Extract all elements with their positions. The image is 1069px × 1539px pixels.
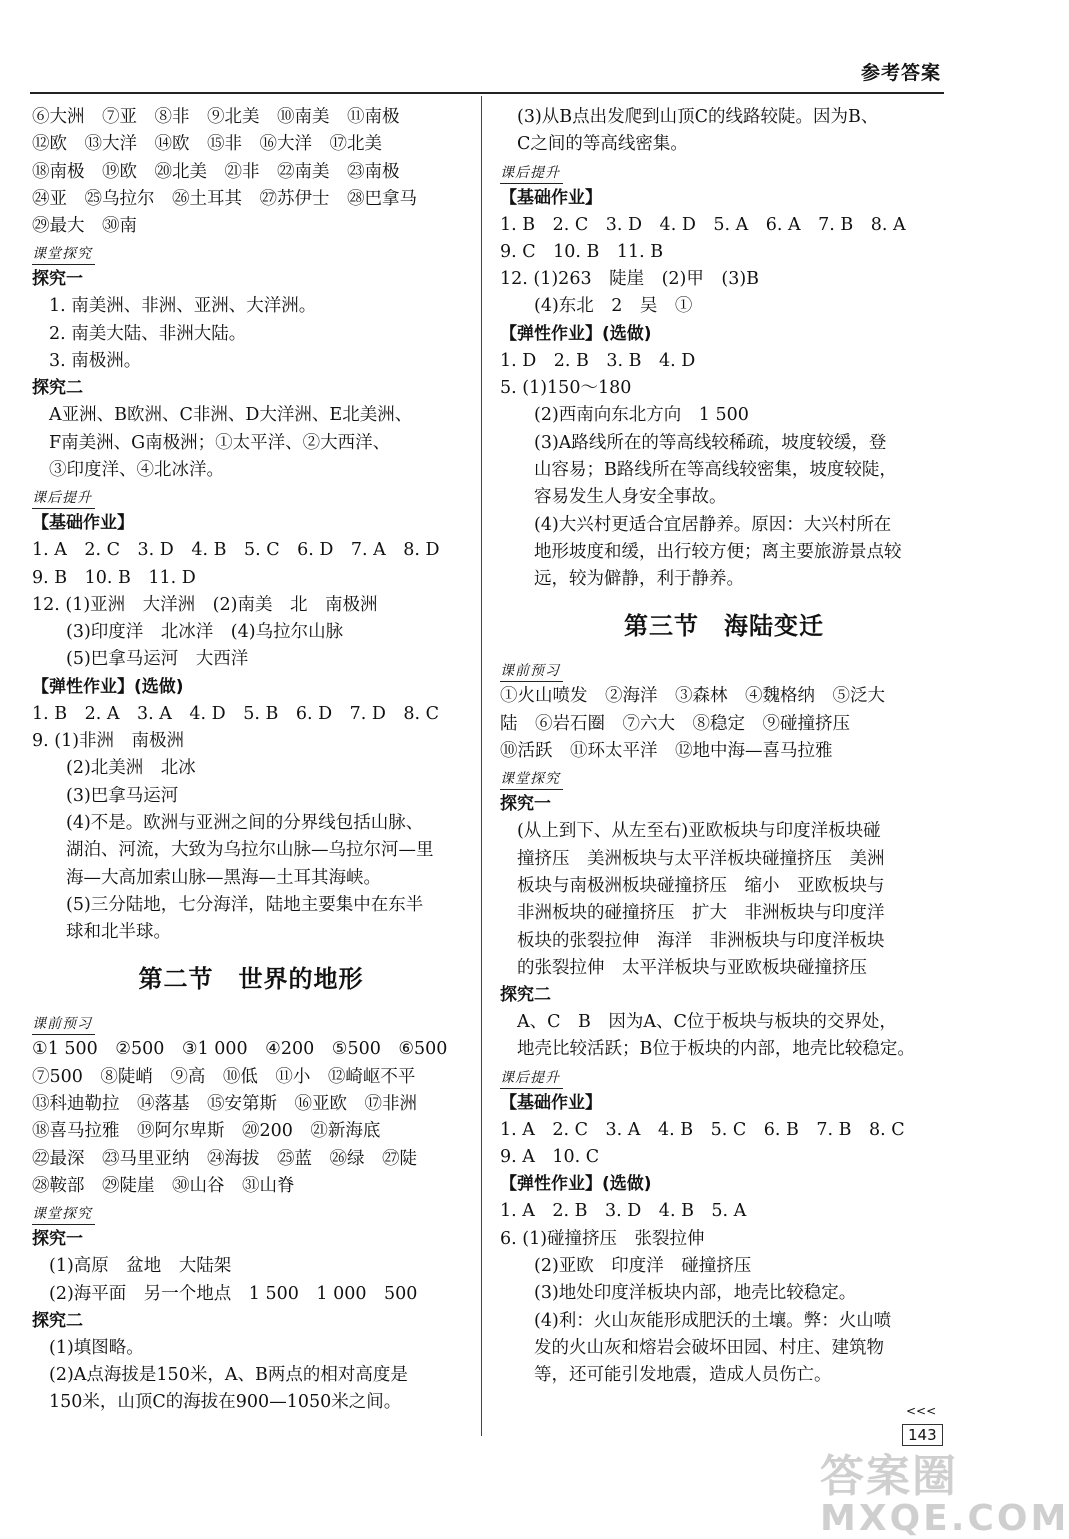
answer-line: A、C B 因为A、C位于板块与板块的交界处， <box>517 1012 897 1033</box>
homework-heading: 【基础作业】 <box>32 513 134 534</box>
answer-line: 12. (1)亚洲 大洋洲 (2)南美 北 南极洲 <box>32 594 378 615</box>
answer-line: 9. A 10. C <box>500 1147 600 1168</box>
section-label-wrap <box>500 159 948 185</box>
answer-line: 山容易；B路线所在等高线较密集，坡度较陡， <box>534 459 897 480</box>
exploration-heading: 探究二 <box>32 378 83 399</box>
answer-line: (1)填图略。 <box>49 1337 144 1358</box>
homework-heading: 【弹性作业】(选做) <box>500 1174 652 1195</box>
answer-line: 非洲板块的碰撞挤压 扩大 非洲板块与印度洋 <box>517 903 885 924</box>
answer-line: 球和北半球。 <box>66 922 171 943</box>
right-column <box>500 104 948 1389</box>
homework-heading: 【基础作业】 <box>500 1092 602 1113</box>
section-label-wrap <box>32 1200 470 1226</box>
answer-line: 地形坡度和缓，出行较方便；离主要旅游景点较 <box>534 541 902 562</box>
answer-line: ⑫欧 ⑬大洋 ⑭欧 ⑮非 ⑯大洋 ⑰北美 <box>32 134 382 155</box>
answer-line: 的张裂拉伸 太平洋板块与亚欧板块碰撞挤压 <box>517 957 867 978</box>
answer-line: (3)A路线所在的等高线较稀疏，坡度较缓，登 <box>534 432 887 453</box>
answer-line: (3)从B点出发爬到山顶C的线路较陡。因为B、 <box>517 107 879 127</box>
section-title: 第二节 世界的地形 <box>138 965 364 994</box>
answer-line: F南美洲、G南极洲；①太平洋、②大西洋、 <box>49 432 391 453</box>
answer-line: (从上到下、从左至右)亚欧板块与印度洋板块碰 <box>517 821 881 842</box>
answer-line: 9. B 10. B 11. D <box>32 567 196 588</box>
answer-line: (4)大兴村更适合宜居静养。原因：大兴村所在 <box>534 514 892 535</box>
column-divider <box>481 96 482 1436</box>
answer-line: 板块与南极洲板块碰撞挤压 缩小 亚欧板块与 <box>517 875 885 896</box>
exploration-heading: 探究二 <box>500 985 551 1006</box>
section-label: 课堂探究 <box>32 1204 95 1225</box>
answer-line: ⑱南极 ⑲欧 ⑳北美 ㉑非 ㉒南美 ㉓南极 <box>32 161 400 182</box>
answer-line: 地壳比较活跃；B位于板块的内部，地壳比较稳定。 <box>517 1039 915 1060</box>
exploration-heading: 探究一 <box>500 794 551 815</box>
section-label: 课后提升 <box>500 1068 563 1089</box>
page-header-title: 参考答案 <box>860 62 941 84</box>
answer-line: (4)东北 2 吴 ① <box>534 296 693 317</box>
answer-line: (4)利：火山灰能形成肥沃的土壤。弊：火山喷 <box>534 1310 892 1331</box>
answer-line: (2)亚欧 印度洋 碰撞挤压 <box>534 1255 752 1276</box>
answer-line: ⑩活跃 ⑪环太平洋 ⑫地中海—喜马拉雅 <box>500 741 833 762</box>
answer-line: ㉘鞍部 ㉙陡崖 ㉚山谷 ㉛山脊 <box>32 1175 295 1196</box>
answer-line: ⑬科迪勒拉 ⑭落基 ⑮安第斯 ⑯亚欧 ⑰非洲 <box>32 1094 417 1115</box>
section-label-wrap <box>32 1010 470 1036</box>
answer-line: 远，较为僻静，利于静养。 <box>534 569 744 590</box>
answer-line: ⑦500 ⑧陡峭 ⑨高 ⑩低 ⑪小 ⑫崎岖不平 <box>32 1066 416 1087</box>
answer-line: (3)地处印度洋板块内部，地壳比较稳定。 <box>534 1283 857 1304</box>
watermark-text: 答案圈 <box>820 1451 958 1502</box>
page-number: 143 <box>902 1424 943 1446</box>
answer-line: ㉒最深 ㉓马里亚纳 ㉔海拔 ㉕蓝 ㉖绿 ㉗陡 <box>32 1148 417 1169</box>
answer-line: ⑱喜马拉雅 ⑲阿尔卑斯 ⑳200 ㉑新海底 <box>32 1121 381 1142</box>
answer-line: 板块的张裂拉伸 海洋 非洲板块与印度洋板块 <box>517 930 885 951</box>
answer-line: 陆 ⑥岩石圈 ⑦六大 ⑧稳定 ⑨碰撞挤压 <box>500 713 850 734</box>
answer-line: 湖泊、河流，大致为乌拉尔山脉—乌拉尔河—里 <box>66 840 434 861</box>
answer-line: (3)巴拿马运河 <box>66 785 179 806</box>
header-rule <box>30 92 944 94</box>
section-label-wrap <box>500 1064 948 1090</box>
watermark-logo <box>820 1440 1069 1539</box>
answer-line: 1. D 2. B 3. B 4. D <box>500 350 696 371</box>
section-label-wrap <box>32 484 470 510</box>
answer-line: (2)西南向东北方向 1 500 <box>534 405 749 426</box>
answer-line: (4)不是。欧洲与亚洲之间的分界线包括山脉、 <box>66 812 424 833</box>
answer-line: 1. A 2. C 3. D 4. B 5. C 6. D 7. A 8. D <box>32 540 440 561</box>
answer-line: 1. B 2. C 3. D 4. D 5. A 6. A 7. B 8. A <box>500 214 906 235</box>
answer-line: 1. A 2. B 3. D 4. B 5. A <box>500 1201 747 1222</box>
answer-line: ⑥大洲 ⑦亚 ⑧非 ⑨北美 ⑩南美 ⑪南极 <box>32 107 400 127</box>
answer-line: ㉙最大 ㉚南 <box>32 216 137 237</box>
homework-heading: 【基础作业】 <box>500 187 602 208</box>
answer-line: 发的火山灰和熔岩会破坏田园、村庄、建筑物 <box>534 1337 884 1358</box>
answer-line: 2. 南美大陆、非洲大陆。 <box>49 323 247 344</box>
answer-line: 海—大高加索山脉—黑海—土耳其海峡。 <box>66 867 381 888</box>
section-label: 课堂探究 <box>32 244 95 265</box>
answer-line: (1)高原 盆地 大陆架 <box>49 1256 232 1277</box>
answer-line: (2)A点海拔是150米，A、B两点的相对高度是 <box>49 1365 408 1386</box>
answer-line: (3)印度洋 北冰洋 (4)乌拉尔山脉 <box>66 622 344 643</box>
answer-line: 9. (1)非洲 南极洲 <box>32 731 185 752</box>
answer-line: ①火山喷发 ②海洋 ③森林 ④魏格纳 ⑤泛大 <box>500 686 885 707</box>
answer-line: ③印度洋、④北冰洋。 <box>49 459 224 480</box>
answer-line: 5. (1)150～180 <box>500 378 632 399</box>
watermark-url: MXQE.COM <box>820 1498 1069 1539</box>
answer-line: (5)巴拿马运河 大西洋 <box>66 649 249 670</box>
answer-line: A亚洲、B欧洲、C非洲、D大洋洲、E北美洲、 <box>49 405 413 426</box>
answer-line: (2)北美洲 北冰 <box>66 758 196 779</box>
section-label: 课前预习 <box>32 1014 95 1035</box>
exploration-heading: 探究二 <box>32 1310 83 1331</box>
answer-line: 3. 南极洲。 <box>49 351 142 372</box>
section-label: 课前预习 <box>500 661 563 682</box>
homework-heading: 【弹性作业】(选做) <box>32 676 184 697</box>
section-label: 课后提升 <box>500 163 563 184</box>
answer-line: 1. B 2. A 3. A 4. D 5. B 6. D 7. D 8. C <box>32 703 440 724</box>
answer-line: 等，还可能引发地震，造成人员伤亡。 <box>534 1365 832 1386</box>
answer-line: 1. A 2. C 3. A 4. B 5. C 6. B 7. B 8. C <box>500 1119 905 1140</box>
section-label-wrap <box>32 240 470 266</box>
answer-line: 9. C 10. B 11. B <box>500 241 664 262</box>
answer-line: 150米，山顶C的海拔在900—1050米之间。 <box>49 1392 402 1413</box>
section-label: 课后提升 <box>32 488 95 509</box>
exploration-heading: 探究一 <box>32 269 83 290</box>
homework-heading: 【弹性作业】(选做) <box>500 323 652 344</box>
answer-line: 6. (1)碰撞挤压 张裂拉伸 <box>500 1228 705 1249</box>
answer-line: 1. 南美洲、非洲、亚洲、大洋洲。 <box>49 296 317 317</box>
answer-line: 容易发生人身安全事故。 <box>534 487 727 508</box>
answer-line: (2)海平面 另一个地点 1 500 1 000 500 <box>49 1283 418 1304</box>
answer-line: ①1 500 ②500 ③1 000 ④200 ⑤500 ⑥500 <box>32 1039 448 1060</box>
answer-line: 12. (1)263 陡崖 (2)甲 (3)B <box>500 269 760 290</box>
section-label-wrap <box>500 765 948 791</box>
answer-line: C之间的等高线密集。 <box>517 134 688 155</box>
answer-line: 撞挤压 美洲板块与太平洋板块碰撞挤压 美洲 <box>517 848 885 869</box>
answer-line: (5)三分陆地，七分海洋，陆地主要集中在东半 <box>66 894 424 915</box>
section-label: 课堂探究 <box>500 769 563 790</box>
section-title: 第三节 海陆变迁 <box>624 612 824 641</box>
answer-line: ㉔亚 ㉕乌拉尔 ㉖土耳其 ㉗苏伊士 ㉘巴拿马 <box>32 188 417 209</box>
left-column <box>32 104 470 1417</box>
page-arrows-icon: <<< <box>906 1404 937 1418</box>
section-label-wrap <box>500 657 948 683</box>
exploration-heading: 探究一 <box>32 1229 83 1250</box>
